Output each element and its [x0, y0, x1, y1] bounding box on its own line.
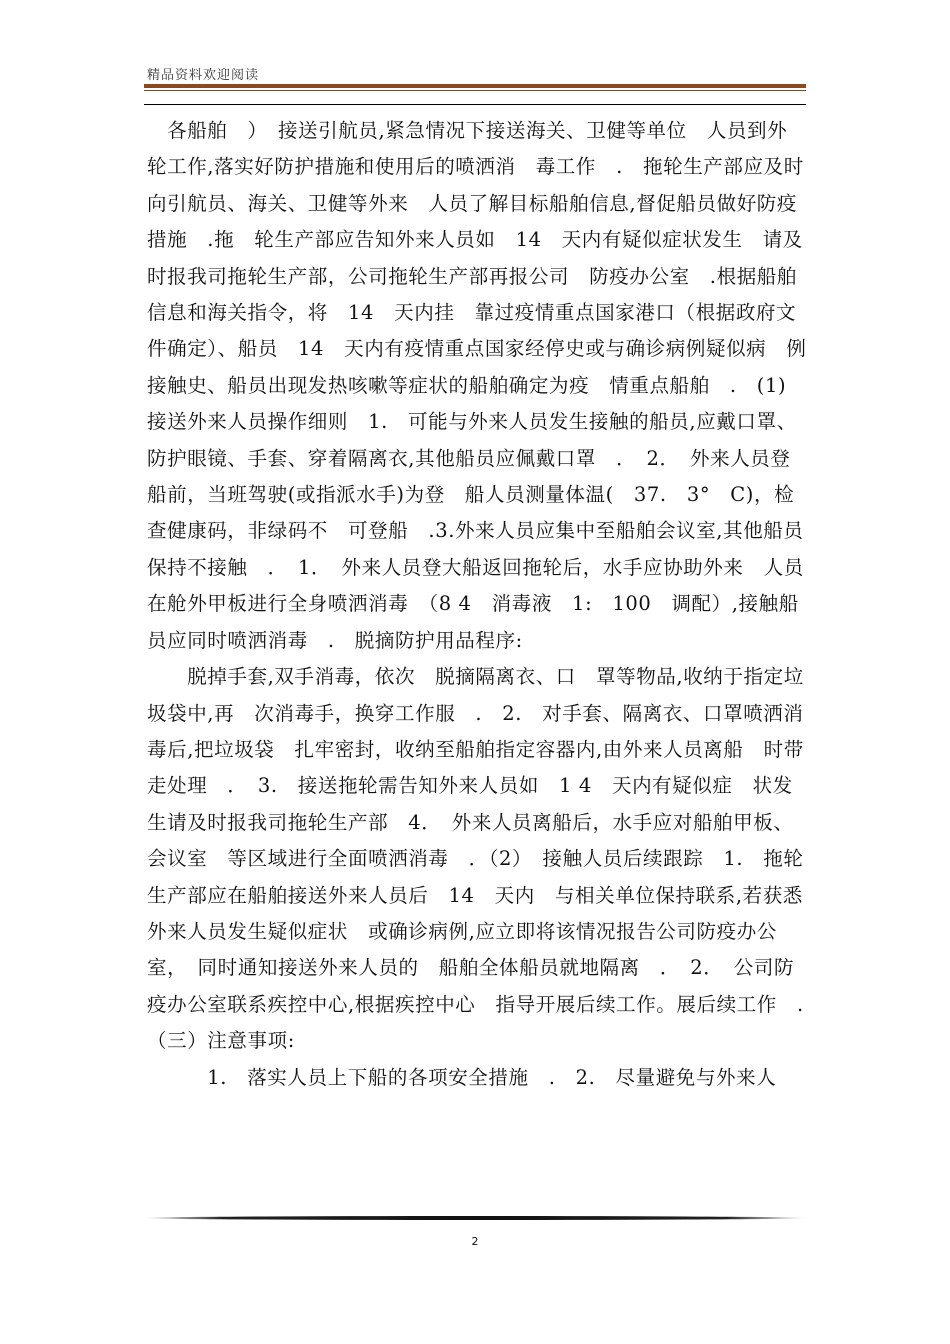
page-number: 2 — [471, 1235, 479, 1248]
footer-rule — [144, 1216, 806, 1220]
header-rule-black — [144, 104, 806, 105]
paragraph-2: 脱掉手套,双手消毒，依次 脱摘隔离衣、口 罩等物品,收纳于指定垃圾袋中,再 次消毒手，换穿工作服 . 2. 对手套、隔离衣、口罩喷洒消毒后,把垃圾袋 扎牢密封，收纳至船舶指定容器内,由外来人员离船 时带走处理 ． 3. 接送拖轮需告知外来人员如 1 4 天内有疑似症 状发生请及时报我司拖轮生产部 4． 外来人员离船后，水手应对船舶甲板、会议室 等区域进行全面喷洒消毒 ．（2） 接触人员后续跟踪 1. 拖轮生产部应在船舶接送外来人员后 14 天内 与相关单位保持联系,若获悉外来人员发生疑似症状 或确诊病例,应立即将该情况报告公司防疫办公室， 同时通知接送外来人员的 船舶全体船员就地隔离 ． 2． 公司防疫办公室联系疾控中心,根据疾控中心 指导开展后续工作。展后续工作 . （三）注意事项: — [147, 665, 824, 1053]
header-title: 精品资料欢迎阅读 — [147, 68, 260, 83]
paragraph-1: 各船舶 ） 接送引航员,紧急情况下接送海关、卫健等单位 人员到外轮工作,落实好防护措施和使用后的喷洒消 毒工作 . 拖轮生产部应及时向引航员、海关、卫健等外来 人员了解目标船舶信息,督促船员做好防疫措施 .拖 轮生产部应告知外来人员如 14 天内有疑似症状发生 请及时报我司拖轮生产部，公司拖轮生产部再报公司 防疫办公室 .根据船舶信息和海关指令，将 14 天内挂 靠过疫情重点国家港口（根据政府文件确定）、船员 14 天内有疫情重点国家经停史或与确诊病例疑似病 例接触史、船员出现发热咳嗽等症状的船舶确定为疫 情重点船舶 . (1) 接送外来人员操作细则 1. 可能与外来人员发生接触的船员,应戴口罩、 防护眼镜、手套、穿着隔离衣,其他船员应佩戴口罩 ． 2． 外来人员登船前，当班驾驶(或指派水手)为登 船人员测量体温( 37. 3° C)，检查健康码，非绿码不 可登船 .3.外来人员应集中至船舶会议室,其他船员 保持不接触 ． 1． 外来人员登大船返回拖轮后，水手应协助外来 人员在舱外甲板进行全身喷洒消毒 （8 4 消毒液 1: 100 调配）,接触船员应同时喷洒消毒 . 脱摘防护用品程序: — [147, 119, 824, 652]
header-rule-thin — [144, 90, 806, 91]
header-rule-thick — [144, 84, 806, 88]
body-text — [147, 113, 824, 1096]
paragraph-3: 1. 落实人员上下船的各项安全措施 . 2. 尽量避免与外来人 — [147, 1065, 777, 1089]
